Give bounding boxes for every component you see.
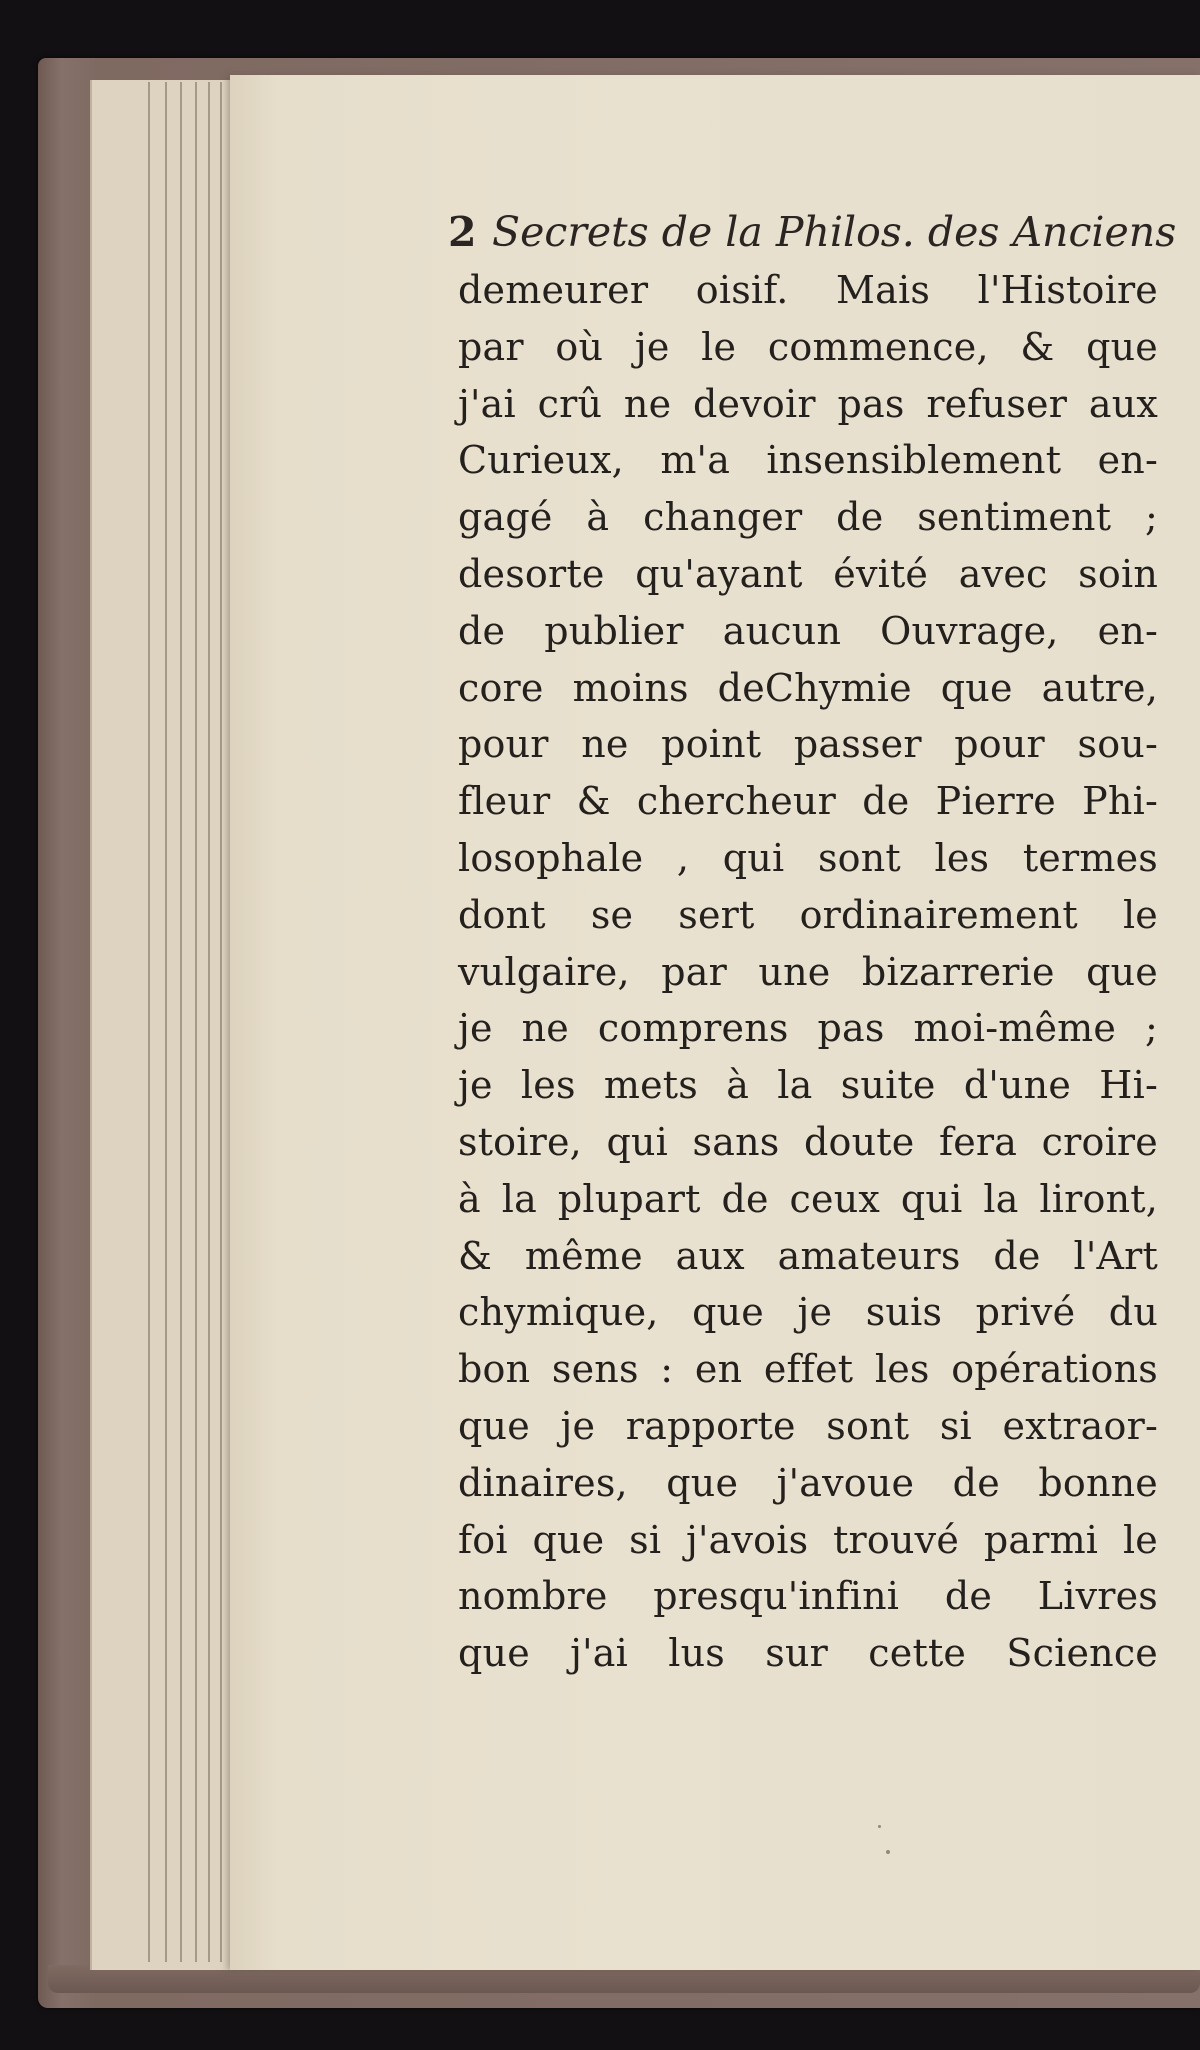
page-edge-line <box>195 82 197 1962</box>
text-line: dont se sert ordinairement le <box>458 892 1158 937</box>
text-line: core moins deChymie que autre, <box>458 665 1158 710</box>
text-line: nombre presqu'infini de Livres <box>458 1574 1158 1619</box>
text-line: losophale , qui sont les termes <box>458 835 1158 880</box>
text-line: desorte qu'ayant évité avec soin <box>458 551 1158 596</box>
page-edge-line <box>208 82 210 1962</box>
text-line: pour ne point passer pour sou- <box>458 722 1158 767</box>
text-line: dinaires, que j'avoue de bonne <box>458 1460 1158 1505</box>
text-line: je ne comprens pas moi-même ; <box>458 1006 1158 1051</box>
paper-speck <box>886 1850 890 1854</box>
text-line: foi que si j'avois trouvé parmi le <box>458 1517 1158 1562</box>
text-line: par où je le commence, & que <box>458 324 1158 369</box>
page-edge-line <box>220 82 222 1962</box>
page-header <box>448 208 1177 268</box>
text-line: & même aux amateurs de l'Art <box>458 1233 1158 1278</box>
page-edge-line <box>180 82 182 1962</box>
page-number: 2 <box>448 208 477 256</box>
text-line: stoire, qui sans doute fera croire <box>458 1119 1158 1164</box>
text-line: gagé à changer de sentiment ; <box>458 495 1158 540</box>
text-line: que je rapporte sont si extraor- <box>458 1403 1158 1448</box>
body-text <box>458 262 1158 1682</box>
text-line: je les mets à la suite d'une Hi- <box>458 1063 1158 1108</box>
running-title: Secrets de la Philos. des Anciens <box>492 208 1177 256</box>
page-edge-line <box>165 82 167 1962</box>
text-line: Curieux, m'a insensiblement en- <box>458 438 1158 483</box>
text-line: bon sens : en effet les opérations <box>458 1347 1158 1392</box>
paper-speck <box>878 1825 881 1828</box>
text-line: vulgaire, par une bizarrerie que <box>458 949 1158 994</box>
text-line: que j'ai lus sur cette Science <box>458 1631 1158 1676</box>
text-line: de publier aucun Ouvrage, en- <box>458 608 1158 653</box>
text-line: chymique, que je suis privé du <box>458 1290 1158 1335</box>
page-edge-line <box>148 82 150 1962</box>
text-line: à la plupart de ceux qui la liront, <box>458 1176 1158 1221</box>
text-line: j'ai crû ne devoir pas refuser aux <box>458 381 1158 426</box>
text-line: demeurer oisif. Mais l'Histoire <box>458 268 1158 312</box>
text-line: fleur & chercheur de Pierre Phi- <box>458 779 1158 824</box>
